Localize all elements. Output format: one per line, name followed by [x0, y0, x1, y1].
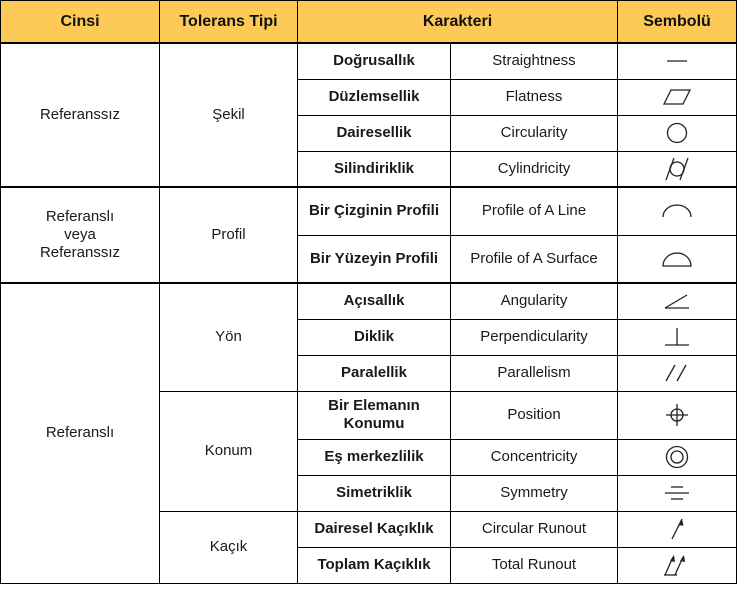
- category-referansli-veya-line2: veya: [64, 226, 96, 243]
- characteristic-en: Cylindricity: [451, 151, 618, 187]
- characteristic-en: Symmetry: [451, 475, 618, 511]
- flatness-icon: [661, 86, 693, 108]
- characteristic-tr: Açısallık: [298, 283, 451, 319]
- header-sembolu: Sembolü: [618, 1, 737, 44]
- characteristic-tr: Paralellik: [298, 355, 451, 391]
- profile-surface-icon: [660, 247, 694, 271]
- characteristic-tr: Doğrusallık: [298, 43, 451, 79]
- parallelism-icon: [661, 361, 693, 385]
- cylindricity-icon: [662, 155, 692, 183]
- characteristic-tr: Diklik: [298, 319, 451, 355]
- characteristic-en: Circularity: [451, 115, 618, 151]
- characteristic-en: Total Runout: [451, 547, 618, 583]
- table-row: [1, 187, 737, 235]
- straightness-icon: [662, 51, 692, 71]
- type-sekil: Şekil: [160, 43, 298, 187]
- header-tolerans-tipi: Tolerans Tipi: [160, 1, 298, 44]
- concentricity-icon: [662, 444, 692, 470]
- characteristic-en: Concentricity: [451, 439, 618, 475]
- characteristic-tr: Düzlemsellik: [298, 79, 451, 115]
- characteristic-en: Circular Runout: [451, 511, 618, 547]
- type-yon: Yön: [160, 283, 298, 391]
- characteristic-tr: Toplam Kaçıklık: [298, 547, 451, 583]
- characteristic-en: Profile of A Surface: [451, 235, 618, 283]
- characteristic-en: Angularity: [451, 283, 618, 319]
- symmetry-icon: [661, 481, 693, 505]
- category-referanssiz: Referanssız: [1, 43, 160, 187]
- header-cinsi: Cinsi: [1, 1, 160, 44]
- characteristic-en: Perpendicularity: [451, 319, 618, 355]
- type-konum: Konum: [160, 391, 298, 511]
- circular-runout-icon: [662, 515, 692, 543]
- characteristic-en: Straightness: [451, 43, 618, 79]
- characteristic-tr: Bir Çizginin Profili: [298, 187, 451, 235]
- characteristic-tr: Bir Elemanın Konumu: [298, 391, 451, 439]
- total-runout-icon: [661, 551, 693, 579]
- category-referansli-veya-line1: Referanslı: [45, 208, 115, 225]
- type-profil: Profil: [160, 187, 298, 283]
- characteristic-en: Parallelism: [451, 355, 618, 391]
- characteristic-tr: Bir Yüzeyin Profili: [298, 235, 451, 283]
- category-referansli-veya-line3: Referanssız: [39, 244, 121, 261]
- header-karakteri: Karakteri: [298, 1, 618, 44]
- circularity-icon: [663, 121, 691, 145]
- characteristic-tr: Silindiriklik: [298, 151, 451, 187]
- characteristic-en: Profile of A Line: [451, 187, 618, 235]
- angularity-icon: [661, 290, 693, 312]
- header-row: [1, 1, 737, 44]
- characteristic-tr: Dairesellik: [298, 115, 451, 151]
- position-icon: [662, 402, 692, 428]
- profile-line-icon: [660, 200, 694, 222]
- characteristic-tr: Simetriklik: [298, 475, 451, 511]
- characteristic-en: Position: [451, 391, 618, 439]
- characteristic-tr: Eş merkezlilik: [298, 439, 451, 475]
- table-row: [1, 283, 737, 319]
- category-referansli: Referanslı: [1, 283, 160, 583]
- characteristic-en: Flatness: [451, 79, 618, 115]
- characteristic-tr: Dairesel Kaçıklık: [298, 511, 451, 547]
- perpendicularity-icon: [661, 325, 693, 349]
- type-kacik: Kaçık: [160, 511, 298, 583]
- table-row: [1, 43, 737, 79]
